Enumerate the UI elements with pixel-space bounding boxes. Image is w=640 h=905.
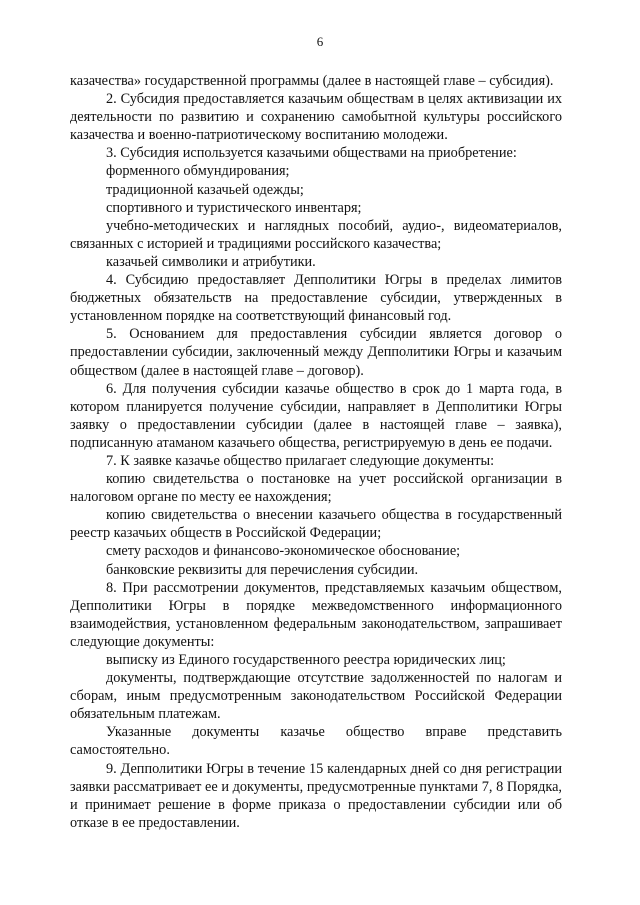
list-item-materials: учебно-методических и наглядных пособий, аудио-, видеоматериалов, связанных с историей и традициями российского казачества; [70, 217, 562, 252]
paragraph-continuation: казачества» государственной программы (далее в настоящей главе – субсидия). [70, 73, 554, 89]
page-number: 6 [316, 34, 324, 49]
paragraph-clause-4: 4. Субсидию предоставляет Депполитики Югры в пределах лимитов бюджетных обязательств на предоставление субсидии, утвержденных в установленном порядке на соответствующий финансовый год. [70, 272, 562, 325]
paragraph-clause-2: 2. Субсидия предоставляется казачьим обществам в целях активизации их деятельности по развитию и сохранению самобытной культуры российского казачества и военно-патриотическому воспитанию молодежи. [70, 91, 562, 144]
document-body [70, 72, 562, 832]
list-item-registration-copy: копию свидетельства о постановке на учет российской организации в налоговом органе по месту ее нахождения; [70, 471, 562, 506]
paragraph-clause-7: 7. К заявке казачье общество прилагает следующие документы: [106, 452, 495, 469]
paragraph-clause-5: 5. Основанием для предоставления субсидии является договор о предоставлении субсидии, заключенный между Депполитики Югры и казачьим обществом (далее в настоящей главе – договор). [70, 326, 562, 379]
paragraph-self-submission: Указанные документы казачье общество вправе представить самостоятельно. [70, 724, 562, 759]
list-item-no-debt: документы, подтверждающие отсутствие задолженностей по налогам и сборам, иным предусмотренным законодательством Российской Федерации обязательным платежам. [70, 670, 562, 723]
list-item-estimate: смету расходов и финансово-экономическое обоснование; [106, 543, 461, 560]
list-item-extract: выписку из Единого государственного реестра юридических лиц; [106, 652, 506, 668]
paragraph-clause-3: 3. Субсидия используется казачьими обществами на приобретение: [106, 145, 517, 162]
paragraph-clause-9: 9. Депполитики Югры в течение 15 календарных дней со дня регистрации заявки рассматривает ее и документы, предусмотренные пунктами 7, 8 Порядка, и принимает решение в форме приказа о предоставлении субсидии или об отказе в ее предоставлении. [70, 760, 562, 831]
paragraph-clause-6: 6. Для получения субсидии казачье общество в срок до 1 марта года, в котором планируется получение субсидии, направляет в Депполитики Югры заявку о предоставлении субсидии (далее в настоящей главе – заявка), подписанную атаманом казачьего общества, регистрируемую в день ее подачи. [70, 380, 562, 451]
list-item-uniform: форменного обмундирования; [106, 163, 290, 180]
list-item-symbols: казачьей символики и атрибутики. [106, 253, 316, 270]
list-item-registry-copy: копию свидетельства о внесении казачьего общества в государственный реестр казачьих обществ в Российской Федерации; [70, 507, 562, 542]
paragraph-clause-8: 8. При рассмотрении документов, представляемых казачьим обществом, Депполитики Югры в порядке межведомственного информационного взаимодействия, установленном федеральным законодательством, запрашивает следующие документы: [70, 579, 562, 650]
list-item-bank-details: банковские реквизиты для перечисления субсидии. [106, 561, 419, 578]
list-item-clothing: традиционной казачьей одежды; [106, 181, 304, 198]
list-item-inventory: спортивного и туристического инвентаря; [106, 199, 362, 216]
